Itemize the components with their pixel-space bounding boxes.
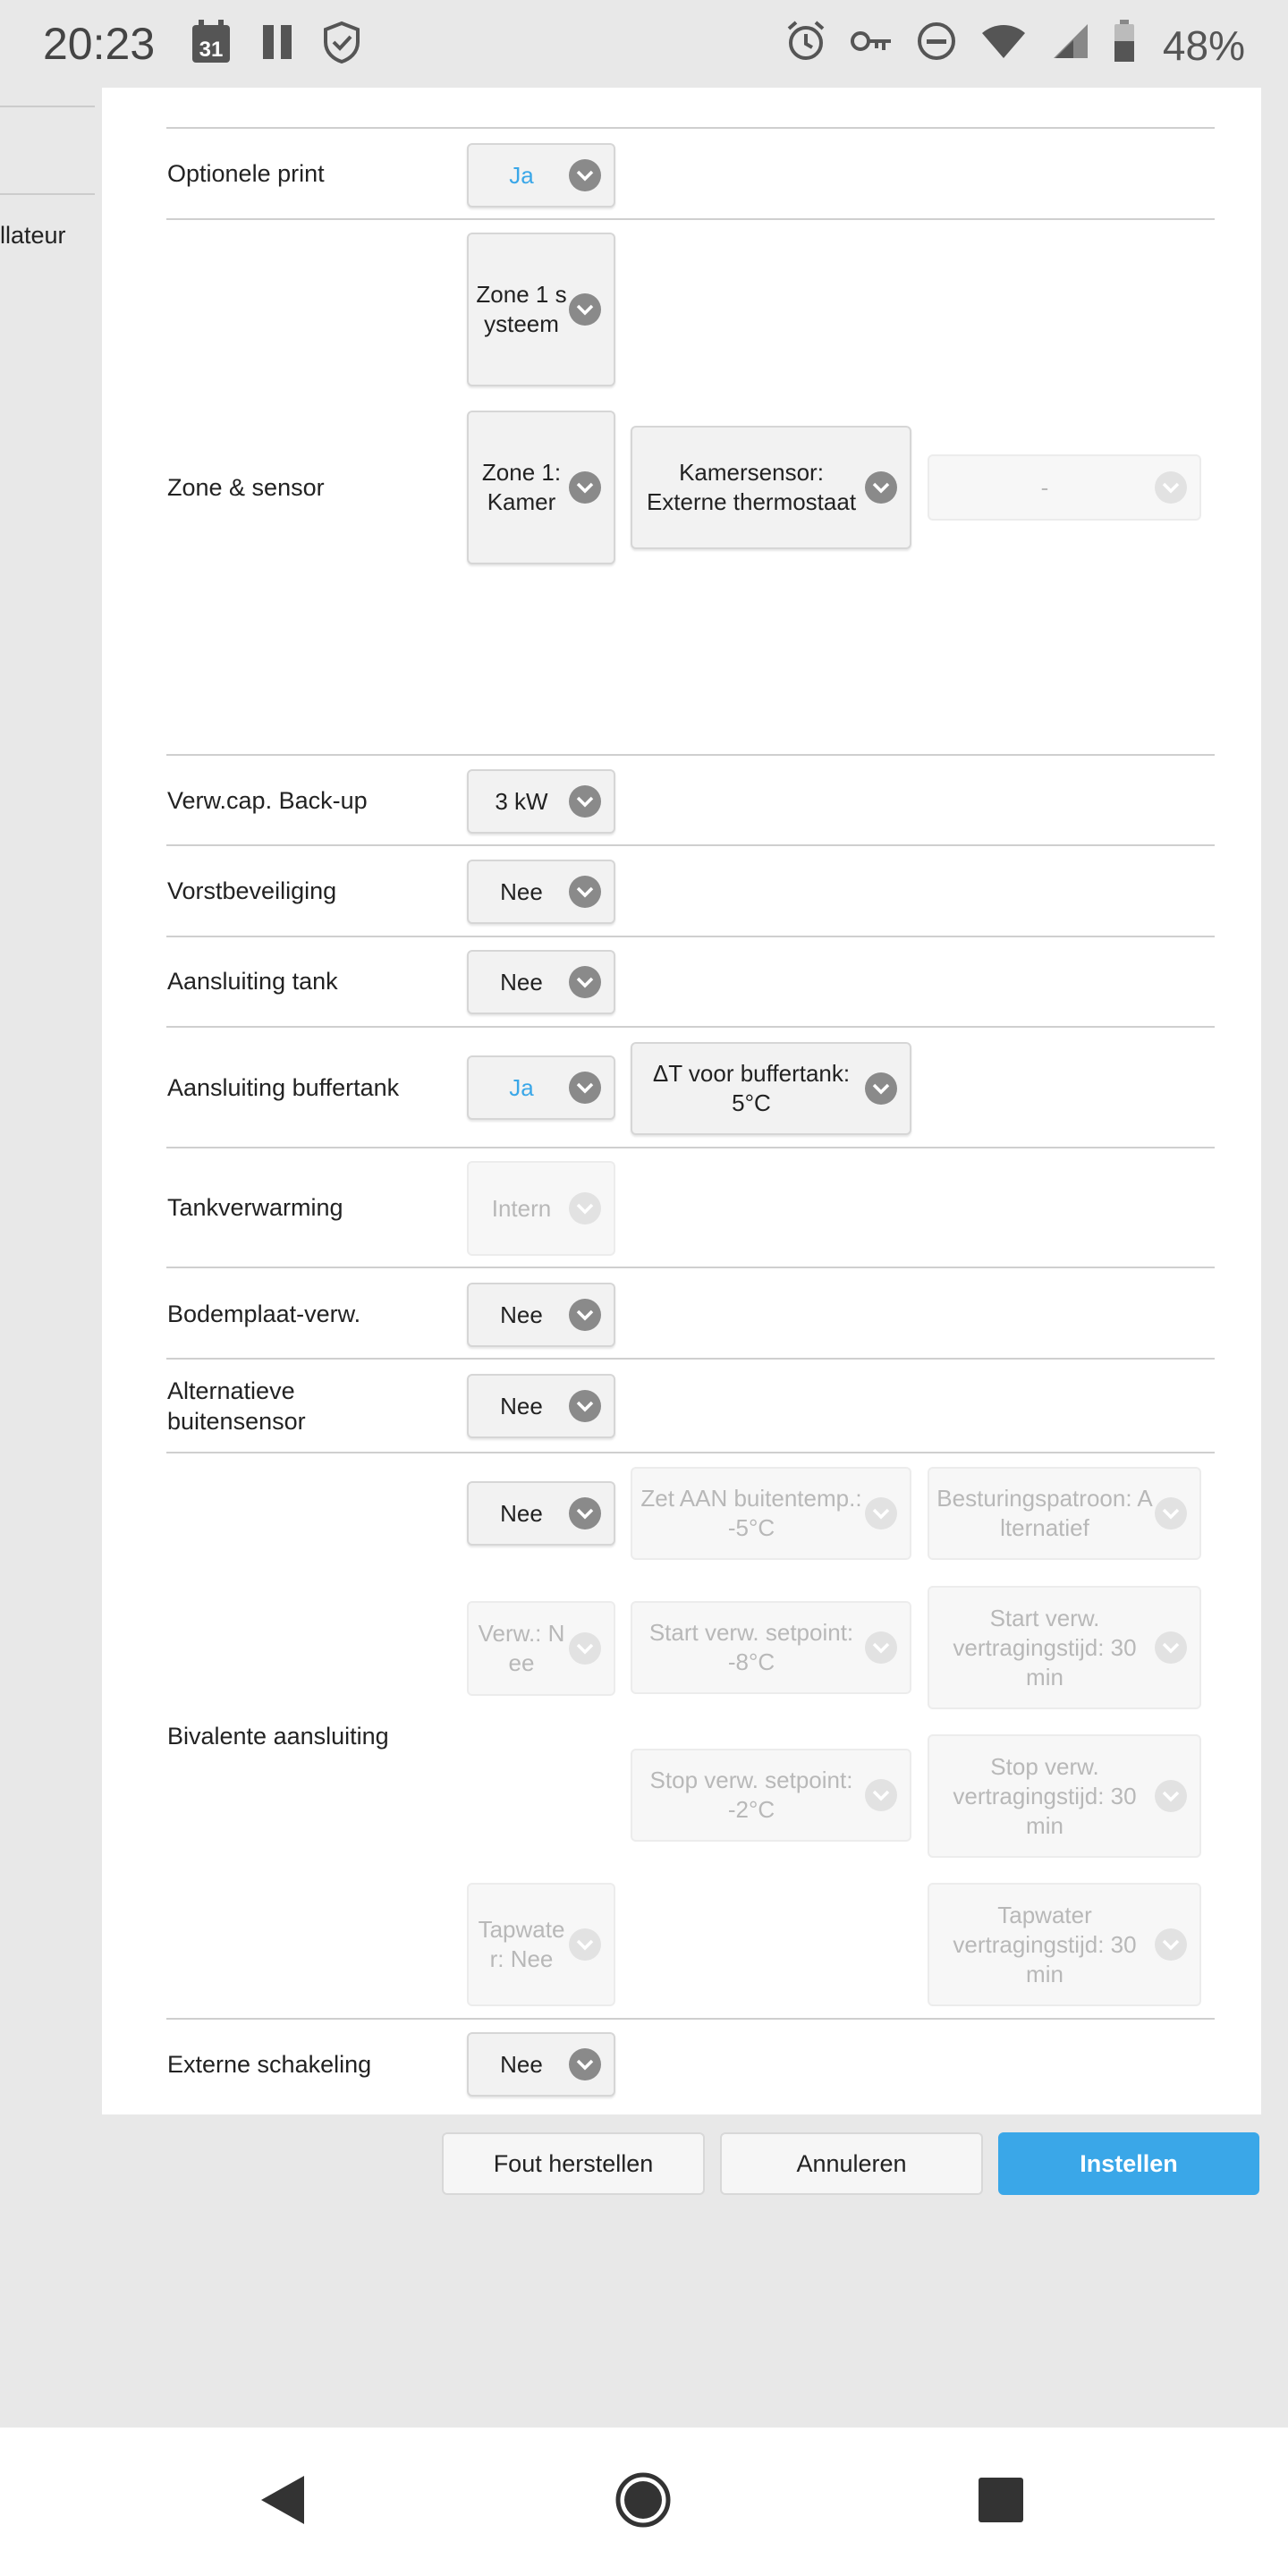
select-value: Zone 1 systeem <box>476 281 567 337</box>
chevron-down-icon <box>569 1390 601 1422</box>
start-verw-vertragingstijd-select <box>928 1586 1201 1709</box>
label-externe-schakeling: Externe schakeling <box>167 2051 372 2078</box>
chevron-down-icon <box>569 1192 601 1224</box>
zone-extra-select <box>928 454 1201 521</box>
row-divider <box>166 1026 1215 1028</box>
side-navigation-fragment <box>0 88 97 2413</box>
externe-schakeling-select[interactable] <box>467 2032 615 2097</box>
chevron-down-icon <box>569 876 601 908</box>
verw-select <box>467 1601 615 1696</box>
chevron-down-icon <box>569 1497 601 1530</box>
select-value: - <box>1040 473 1049 501</box>
row-divider <box>166 1147 1215 1148</box>
chevron-down-icon <box>865 471 897 504</box>
chevron-down-icon <box>1155 1780 1187 1812</box>
row-divider <box>166 754 1215 756</box>
battery-percentage: 48% <box>1162 22 1245 69</box>
zet-aan-buitentemp-select <box>631 1467 911 1560</box>
chevron-down-icon <box>1155 1928 1187 1961</box>
select-value: 3 kW <box>495 787 548 815</box>
row-divider <box>166 1267 1215 1268</box>
select-value: Zone 1: Kamer <box>481 459 562 515</box>
status-bar <box>0 0 1288 88</box>
tapwater-select <box>467 1883 615 2006</box>
select-value: Intern <box>491 1194 552 1222</box>
select-value: Tapwater vertragingstijd: 30 min <box>953 1901 1137 1987</box>
select-value: Verw.: Nee <box>478 1620 565 1676</box>
select-value: Ja <box>509 161 534 189</box>
aansluiting-tank-select[interactable] <box>467 950 615 1014</box>
select-value: Zet AAN buitentemp.: -5°C <box>640 1485 862 1541</box>
tankverwarming-select <box>467 1161 615 1256</box>
row-divider <box>166 218 1215 220</box>
back-icon[interactable] <box>258 2472 308 2532</box>
do-not-disturb-icon <box>916 21 957 66</box>
chevron-down-icon <box>865 1779 897 1811</box>
chevron-down-icon <box>569 293 601 326</box>
row-divider <box>166 936 1215 937</box>
select-value: Stop verw. vertragingstijd: 30 min <box>953 1752 1137 1839</box>
vorstbeveiliging-select[interactable] <box>467 860 615 924</box>
label-alternatieve-buitensensor: Alternatieve buitensensor <box>167 1377 306 1435</box>
label-verwcap-backup: Verw.cap. Back-up <box>167 787 368 814</box>
alternatieve-buitensensor-select[interactable] <box>467 1374 615 1438</box>
select-value: Nee <box>500 968 543 996</box>
select-value: Start verw. vertragingstijd: 30 min <box>953 1604 1137 1690</box>
chevron-down-icon <box>569 1299 601 1331</box>
side-divider <box>0 193 95 195</box>
wifi-icon <box>980 22 1027 64</box>
label-optionele-print: Optionele print <box>167 160 325 187</box>
reset-error-button[interactable]: Fout herstellen <box>442 2132 705 2195</box>
pause-icon <box>259 23 295 65</box>
label-aansluiting-buffertank: Aansluiting buffertank <box>167 1074 400 1101</box>
select-value: Nee <box>500 1392 543 1419</box>
zone1-system-select[interactable] <box>467 233 615 386</box>
stop-verw-vertragingstijd-select <box>928 1734 1201 1858</box>
aansluiting-buffertank-select[interactable] <box>467 1055 615 1120</box>
signal-icon <box>1050 22 1089 64</box>
verwcap-backup-select[interactable] <box>467 769 615 834</box>
chevron-down-icon <box>569 1928 601 1961</box>
select-value: Stop verw. setpoint: -2°C <box>649 1767 853 1823</box>
bodemplaat-select[interactable] <box>467 1283 615 1347</box>
chevron-down-icon <box>569 159 601 191</box>
chevron-down-icon <box>1155 471 1187 504</box>
chevron-down-icon <box>569 785 601 818</box>
select-value: Tapwater: Nee <box>478 1916 565 1972</box>
optionele-print-select[interactable] <box>467 143 615 208</box>
row-divider <box>166 844 1215 846</box>
side-divider <box>0 106 95 107</box>
row-divider <box>166 1452 1215 1453</box>
key-icon <box>850 25 893 62</box>
label-tankverwarming: Tankverwarming <box>167 1194 343 1221</box>
select-value: Start verw. setpoint: -8°C <box>648 1619 854 1675</box>
chevron-down-icon <box>569 1072 601 1104</box>
chevron-down-icon <box>569 471 601 504</box>
select-value: Kamersensor: Externe thermostaat <box>646 459 857 515</box>
chevron-down-icon <box>1155 1497 1187 1530</box>
label-aansluiting-tank: Aansluiting tank <box>167 968 338 995</box>
stop-verw-setpoint-select <box>631 1749 911 1842</box>
calendar-day: 31 <box>199 38 224 62</box>
zone1-kamer-select[interactable] <box>467 411 615 564</box>
chevron-down-icon <box>569 1632 601 1665</box>
cancel-button[interactable]: Annuleren <box>720 2132 983 2195</box>
bivalent-select[interactable] <box>467 1481 615 1546</box>
select-value: Ja <box>509 1073 534 1101</box>
select-value: Nee <box>500 2050 543 2078</box>
apply-button[interactable]: Instellen <box>998 2132 1259 2195</box>
select-value: ΔT voor buffertank: 5°C <box>652 1060 851 1116</box>
alarm-icon <box>785 20 826 67</box>
row-divider <box>166 127 1215 129</box>
chevron-down-icon <box>1155 1631 1187 1664</box>
start-verw-setpoint-select <box>631 1601 911 1694</box>
chevron-down-icon <box>569 966 601 998</box>
label-vorstbeveiliging: Vorstbeveiliging <box>167 877 337 904</box>
select-value: Nee <box>500 877 543 905</box>
select-value: Nee <box>500 1499 543 1527</box>
calendar-icon <box>190 20 233 69</box>
buffertank-delta-select[interactable] <box>631 1042 911 1135</box>
side-tab-label[interactable]: llateur <box>0 222 66 249</box>
besturingspatroon-select <box>928 1467 1201 1560</box>
row-divider <box>166 2018 1215 2020</box>
label-bodemplaat: Bodemplaat-verw. <box>167 1301 361 1327</box>
navigation-bar <box>0 2428 1288 2576</box>
row-divider <box>166 1358 1215 1360</box>
select-value: Nee <box>500 1301 543 1328</box>
chevron-down-icon <box>569 2048 601 2080</box>
select-value: Besturingspatroon: Alternatief <box>936 1485 1153 1541</box>
tapwater-vertragingstijd-select <box>928 1883 1201 2006</box>
chevron-down-icon <box>865 1072 897 1105</box>
status-time: 20:23 <box>43 19 156 69</box>
chevron-down-icon <box>865 1631 897 1664</box>
shield-check-icon <box>322 21 361 68</box>
battery-icon <box>1113 20 1136 67</box>
kamersensor-select[interactable] <box>631 426 911 549</box>
label-zone-sensor: Zone & sensor <box>167 474 325 501</box>
home-icon[interactable] <box>614 2470 673 2534</box>
recents-icon[interactable] <box>977 2476 1025 2529</box>
label-bivalente-aansluiting: Bivalente aansluiting <box>167 1723 389 1750</box>
chevron-down-icon <box>865 1497 897 1530</box>
